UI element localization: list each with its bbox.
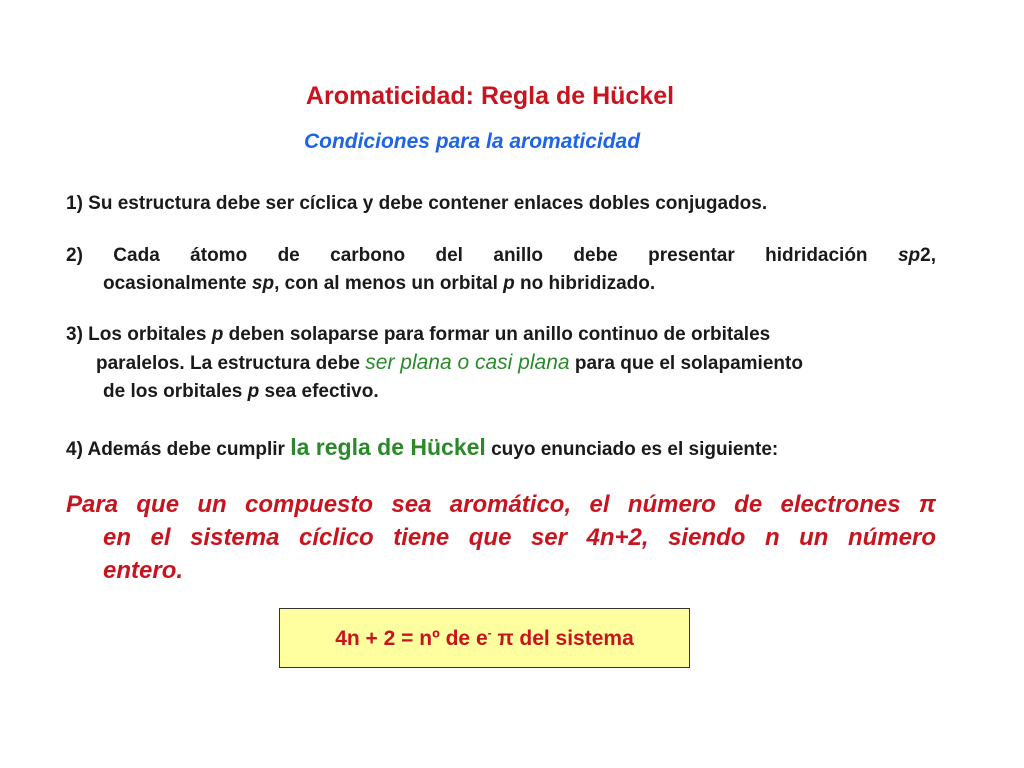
- slide-title: Aromaticidad: Regla de Hückel: [305, 82, 675, 110]
- condition-4: [66, 433, 936, 464]
- condition-2: [66, 242, 936, 298]
- highlight-plana: ser plana o casi plana: [365, 351, 570, 374]
- condition-3-line-2: paralelos. La estructura debe ser plana o casi plana para que el solapamiento: [96, 351, 803, 374]
- huckel-rule-statement: [66, 488, 936, 587]
- condition-3: [66, 321, 936, 406]
- condition-3-line-1: 3) Los orbitales p deben solaparse para formar un anillo continuo de orbitales: [66, 324, 771, 345]
- rule-line-3: entero.: [103, 557, 184, 584]
- slide-subtitle: Condiciones para la aromaticidad: [303, 130, 641, 153]
- condition-2-line-1: 2) Cada átomo de carbono del anillo debe presentar hidridación sp2,: [66, 245, 936, 266]
- condition-4-text: 4) Además debe cumplir la regla de Hückel cuyo enunciado es el siguiente:: [66, 434, 779, 460]
- condition-1: [66, 190, 936, 218]
- condition-2-line-2: ocasionalmente sp, con al menos un orbital p no hibridizado.: [103, 273, 656, 294]
- formula-box: [279, 608, 690, 668]
- rule-line-1: Para que un compuesto sea aromático, el número de electrones π: [66, 491, 936, 518]
- highlight-huckel: la regla de Hückel: [290, 434, 486, 460]
- condition-3-line-3: de los orbitales p sea efectivo.: [103, 381, 379, 402]
- rule-line-2: en el sistema cíclico tiene que ser 4n+2, siendo n un número: [103, 524, 936, 551]
- condition-1-text: 1) Su estructura debe ser cíclica y debe contener enlaces dobles conjugados.: [66, 193, 768, 214]
- formula-text: 4n + 2 = nº de e- π del sistema: [335, 625, 634, 650]
